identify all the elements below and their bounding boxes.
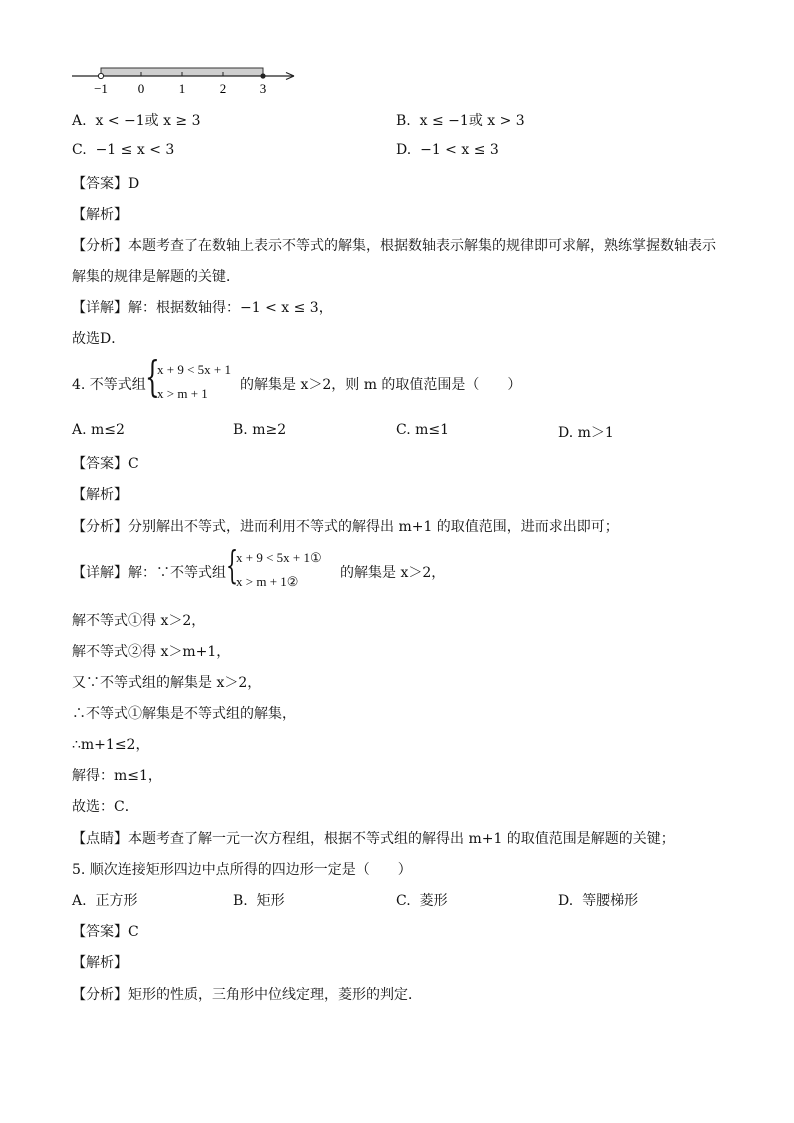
q4-step: ∴m+1≤2，	[72, 737, 150, 753]
q3-analysis-line1: 【分析】本题考查了在数轴上表示不等式的解集，根据数轴表示解集的规律即可求解，熟练掌握数轴表示	[72, 238, 716, 254]
q4-detail-line1: x + 9 < 5x + 1①	[236, 550, 322, 565]
q3-option-a: A. x < −1或 x ≥ 3	[72, 113, 201, 129]
tick-label: 2	[219, 81, 227, 96]
q5-answer: 【答案】C	[72, 924, 139, 940]
q3-detail: 【详解】解：根据数轴得：−1 < x ≤ 3，	[72, 300, 333, 316]
q3-option-d: D. −1 < x ≤ 3	[396, 142, 499, 158]
q4-detail-line2: x > m + 1②	[236, 574, 299, 589]
q4-analysis-head: 【解析】	[72, 487, 128, 503]
tick-label: 0	[137, 81, 145, 96]
q4-system-line2: x > m + 1	[157, 386, 208, 401]
q5-option-b: B. 矩形	[233, 893, 285, 909]
q3-analysis-line2: 解集的规律是解题的关键．	[72, 269, 240, 285]
q4-detail-prefix: 【详解】解：∵不等式组	[72, 565, 226, 581]
q4-comment: 【点睛】本题考查了解一元一次方程组，根据不等式组的解得出 m+1 的取值范围是解题的关键；	[72, 831, 675, 847]
q5-option-a: A. 正方形	[72, 893, 138, 909]
q4-system-line1: x + 9 < 5x + 1	[157, 362, 231, 377]
q3-choice: 故选D．	[72, 331, 126, 347]
q5-option-c: C. 菱形	[396, 893, 448, 909]
q4-step: 解不等式②得 x＞m+1，	[72, 644, 231, 660]
q5-analysis-head: 【解析】	[72, 955, 128, 971]
q5-analysis: 【分析】矩形的性质，三角形中位线定理，菱形的判定．	[72, 987, 422, 1003]
brace-icon: {	[145, 352, 160, 401]
closed-endpoint	[260, 73, 265, 78]
q4-step: 又∵不等式组的解集是 x＞2，	[72, 675, 262, 691]
q3-analysis-head: 【解析】	[72, 207, 128, 223]
q4-option-a: A. m≤2	[72, 422, 125, 438]
q4-analysis: 【分析】分别解出不等式，进而利用不等式的解得出 m+1 的取值范围，进而求出即可；	[72, 519, 619, 535]
tick-label: −1	[94, 81, 108, 96]
q4-option-c: C. m≤1	[396, 422, 450, 438]
q4-stem-prefix: 4. 不等式组	[72, 377, 146, 393]
q5-option-d: D. 等腰梯形	[558, 893, 639, 909]
q4-step: 解不等式①得 x＞2，	[72, 613, 206, 629]
tick-label: 1	[178, 81, 186, 96]
q4-answer: 【答案】C	[72, 456, 139, 472]
q3-option-b: B. x ≤ −1或 x > 3	[396, 113, 525, 129]
q4-step: ∴不等式①解集是不等式组的解集，	[72, 706, 296, 722]
q4-stem-suffix: 的解集是 x＞2，则 m 的取值范围是（ ）	[240, 377, 522, 393]
q3-answer: 【答案】D	[72, 176, 140, 192]
q4-option-d: D. m＞1	[558, 425, 614, 441]
q4-step: 故选：C．	[72, 799, 139, 815]
q4-step: 解得：m≤1，	[72, 768, 162, 784]
open-endpoint	[98, 73, 103, 78]
q5-stem: 5. 顺次连接矩形四边中点所得的四边形一定是（ ）	[72, 862, 412, 878]
tick-label: 3	[259, 81, 267, 96]
number-line-figure	[68, 62, 300, 96]
brace-icon: {	[226, 543, 239, 587]
q3-option-c: C. −1 ≤ x < 3	[72, 142, 175, 158]
q4-option-b: B. m≥2	[233, 422, 287, 438]
q4-detail-suffix: 的解集是 x＞2，	[340, 565, 446, 581]
